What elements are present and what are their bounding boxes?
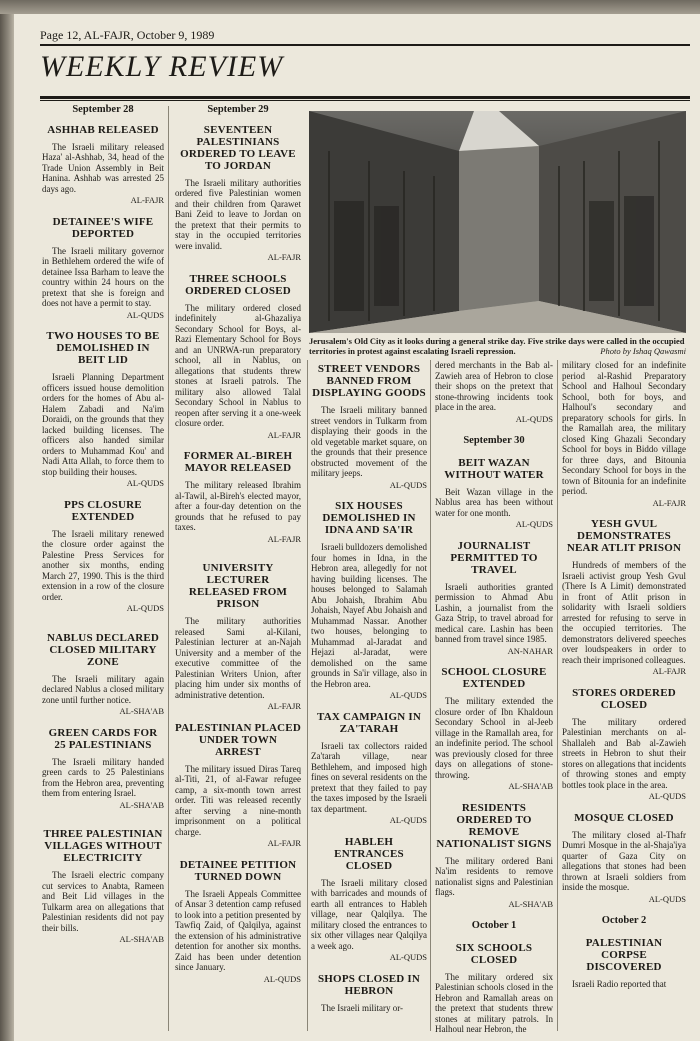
source-credit: AL-QUDS (126, 603, 164, 613)
news-item (175, 273, 301, 441)
article-body: Israeli Planning Department officers issued house demolition orders for the homes of Abu al-Halem Zabadi and Na'im Doraidi, on the grounds that they lacked building licenses. The officers also handed similar orders to Muhammad Kou' and Nadi Atta Allah, to force them to stop building their houses. (42, 372, 164, 477)
source-credit: AL-QUDS (389, 815, 427, 825)
headline: PALESTINIAN CORPSE DISCOVERED (585, 936, 663, 973)
headline: PALESTINIAN PLACED UNDER TOWN ARREST (175, 721, 301, 758)
source-credit: AL-QUDS (515, 519, 553, 529)
news-item (562, 687, 686, 802)
source-credit: AL-QUDS (263, 973, 301, 984)
column-3 (311, 357, 427, 1013)
date-heading: September 28 (72, 104, 134, 115)
article-body: The Israeli military released Haza' al-Ashhab, 34, head of the Trade Union Assembly in Beit Hanina. Ashhab was arrested 25 days ago. (42, 141, 164, 194)
news-item (175, 450, 301, 544)
section-title: WEEKLY REVIEW (40, 50, 284, 83)
news-item (562, 937, 686, 990)
headline: MOSQUE CLOSED (574, 811, 674, 824)
source-credit: AL-QUDS (515, 413, 553, 424)
photo-credit: Photo by Ishaq Qawasmi (600, 346, 686, 356)
article-body: The military ordered six Palestinian schools closed in the Hebron and Ramallah areas on the pretext that students threw stones at military patrols. In Halhoul near Hebron, the (435, 971, 553, 1034)
caption-text: Jerusalem's Old City as it looks during a general strike day. Five strike days were called in the occupied territories in protest against escalating Israeli repression. (309, 336, 685, 356)
article-body: The Israeli military handed green cards to 25 Palestinians from the Hebron area, preventing them from entering Israel. (42, 756, 164, 798)
column-divider (168, 106, 169, 1031)
strike-photo (309, 111, 686, 333)
source-credit: AL-SHA'AB (119, 934, 164, 944)
headline: TAX CAMPAIGN IN ZA'TARAH (316, 710, 422, 735)
headline: SHOPS CLOSED IN HEBRON (317, 972, 421, 997)
news-item (175, 859, 301, 985)
page-header (40, 28, 690, 42)
news-item (311, 711, 427, 826)
news-item (311, 836, 427, 963)
headline: PPS CLOSURE EXTENDED (64, 498, 142, 523)
column-2 (175, 103, 301, 986)
article-body: The Israeli military again declared Nablus a closed military zone until further notice. (42, 673, 164, 705)
headline: SIX HOUSES DEMOLISHED IN IDNA AND SA'IR (322, 500, 416, 536)
column-divider (430, 360, 431, 1031)
source-credit: AL-SHA'AB (119, 799, 164, 810)
source-credit: AL-QUDS (648, 791, 686, 801)
date-heading: September 30 (463, 435, 525, 446)
news-item (42, 727, 164, 811)
page-top-edge (0, 0, 700, 14)
headline: SIX SCHOOLS CLOSED (455, 941, 533, 966)
date-heading: October 2 (601, 915, 647, 926)
source-credit: AL-QUDS (389, 952, 427, 962)
article-body: Israeli bulldozers demolished four homes in Idna, in the Hebron area, allegedly for not having building licenses. The houses belonged to Salamah Abu Johaish, Ibrahim Abu Johaish, Nayef Abu Johaish and Muhammad Nassar. Another two houses, belonging to Muhammad al-Jaradat and Hejazi al-Jaradat, were demolished on the same grounds in Sa'ir village, also in the Hebron area. (311, 542, 427, 689)
headline: STORES ORDERED CLOSED (572, 686, 676, 711)
source-credit: AL-QUDS (126, 309, 164, 320)
source-credit: AL-QUDS (126, 478, 164, 488)
news-item (175, 562, 301, 712)
news-item (42, 330, 164, 489)
news-item (175, 722, 301, 849)
headline: GREEN CARDS FOR 25 PALESTINIANS (48, 726, 158, 751)
news-item (42, 632, 164, 717)
headline: DETAINEE'S WIFE DEPORTED (52, 215, 154, 240)
article-body: Israeli authorities granted permission to Ahmad Abu Lashin, a journalist from the Gaza Strip, to travel abroad for medical care. Lashin has been banned from travel since 1985. (435, 581, 553, 644)
source-credit: AL-FAJR (267, 838, 301, 848)
headline: FORMER AL-BIREH MAYOR RELEASED (183, 450, 293, 474)
source-credit: AL-QUDS (389, 690, 427, 700)
article-body: The military issued Diras Tareq al-Titi, 21, of al-Fawar refugee camp, a six-month town arrest order. Titi was released recently after serving a nine-month imprisonment on a political charge. (175, 763, 301, 837)
article-body: The military authorities released Sami al-Kilani, Palestinian lecturer at an-Najah University and a member of the executive committee of the Palestinian Writers Union, after placing him under six months of administrative detention. (175, 616, 301, 700)
source-credit: AL-FAJR (130, 195, 164, 205)
news-item (562, 518, 686, 677)
news-item (42, 124, 164, 206)
headline: JOURNALIST PERMITTED TO TRAVEL (450, 539, 538, 576)
news-item (435, 457, 553, 530)
header-rule (40, 44, 690, 46)
headline: SEVENTEEN PALESTINIANS ORDERED TO LEAVE TO JORDAN (180, 123, 296, 172)
source-credit: AL-FAJR (267, 429, 301, 440)
headline: TWO HOUSES TO BE DEMOLISHED IN BEIT LID (46, 330, 160, 366)
article-body: The military ordered Bani Na'im residents to remove nationalist signs and Palestinian flags. (435, 855, 553, 897)
photo-caption (309, 336, 686, 356)
headline: RESIDENTS ORDERED TO REMOVE NATIONALIST SIGNS (436, 801, 552, 850)
news-item (42, 216, 164, 321)
article-body: Israeli tax collectors raided Za'tarah village, near Bethlehem, and imposed high fines on several residents on the pretext that they failed to pay the taxes imposed by the Israeli tax department. (311, 740, 427, 814)
headline: ASHHAB RELEASED (47, 123, 159, 136)
column-4 (435, 360, 553, 1035)
headline: SCHOOL CLOSURE EXTENDED (441, 666, 547, 690)
article-body: The Israeli military closed with barricades and mounds of earth all entrances to Hableh village, near Qalqilya. The military closed the entrances to six other villages near Qalqilya a week ago. (311, 877, 427, 951)
source-credit: AL-FAJR (267, 252, 301, 262)
column-divider (307, 360, 308, 1031)
article-body: The Israeli military renewed the closure order against the Palestine Press Services for another six months, ending March 27, 1990. This is the third extension in a row of the closure order. (42, 528, 164, 602)
article-body: The military released Ibrahim al-Tawil, al-Bireh's elected mayor, after a four-day detention on the grounds that he refused to pay taxes. (175, 480, 301, 532)
news-item (175, 124, 301, 263)
column-1 (42, 103, 164, 947)
news-item (562, 812, 686, 905)
headline: BEIT WAZAN WITHOUT WATER (444, 456, 544, 481)
title-rule-thick (40, 96, 690, 99)
article-body: The Israeli military authorities ordered five Palestinian women and their children from Qarawet Bani Zeid to leave to Jordan on the pretext that their permits to stay in the occupied territories were invalid. (175, 177, 301, 251)
article-body: The military ordered closed indefinitely al-Ghazaliya Secondary School for Boys, al-Razi Elementary School for Boys and an UNRWA-run preparatory school, all in Nablus, on allegations that students threw stones at Israeli patrols. The military also allowed Talal Secondary School in Nablus to reopen after serving it a one-week closure order. (175, 302, 301, 428)
source-credit: AL-FAJR (652, 497, 686, 508)
article-body: Beit Wazan village in the Nablus area has been without water for one month. (435, 486, 553, 518)
article-body: dered merchants in the Bab al-Zawieh area of Hebron to close their shops on the pretext that stone-throwing incidents took place in the area. (435, 360, 553, 412)
article-body: Israeli Radio reported that (572, 978, 667, 989)
headline: YESH GVUL DEMONSTRATES NEAR ATLIT PRISON (566, 518, 682, 554)
binding-spine (0, 0, 14, 1041)
article-body: The military closed al-Thafr Dumri Mosque in the al-Shaja'iya quarter of Gaza City on allegations that stones had been thrown at Israeli soldiers from inside the mosque. (562, 829, 686, 892)
source-credit: AL-SHA'AB (508, 898, 553, 909)
article-body: The military extended the closure order of Ibn Khaldoun Secondary School in al-Jeeb village in the Ramallah area, for an indefinite period. The school was previously closed for three days on allegations of stone-throwing. (435, 696, 553, 780)
title-rule-thin (40, 100, 690, 101)
news-item (42, 828, 164, 945)
source-credit: AN-NAHAR (507, 645, 553, 656)
old-city-street-image (309, 111, 686, 333)
source-credit: AL-SHA'AB (508, 781, 553, 791)
article-body: Hundreds of members of the Israeli activist group Yesh Gvul (There Is A Limit) demonstrated in front of Atlit prison in solidarity with Israeli soldiers arrested for refusing to serve in the occupied territories. The demonstrators delivered speeches over loudspeakers in order to reach their imprisoned colleagues. (562, 560, 686, 665)
folio-line: Page 12, AL-FAJR, October 9, 1989 (40, 28, 215, 42)
headline: THREE PALESTINIAN VILLAGES WITHOUT ELECTRICITY (43, 828, 163, 864)
date-heading: September 29 (207, 104, 269, 115)
news-item (311, 973, 427, 1014)
news-item (311, 363, 427, 490)
news-item (435, 540, 553, 657)
article-body: The Israeli military or- (321, 1002, 404, 1013)
article-body: military closed for an indefinite period al-Rashid Preparatory School and Halhoul Secondary School, both for boys, and Halhoul's secondary and preparatory schools for girls. In the Ramallah area, the military closed King Ghazali Secondary School for boys in Biddo village for three days, and Bitounia Secondary School for boys in the town of Bitounia for an indefinite period. (562, 360, 686, 496)
news-item (435, 666, 553, 792)
news-item (435, 802, 553, 910)
source-credit: AL-QUDS (648, 893, 686, 904)
column-divider (557, 360, 558, 1031)
headline: UNIVERSITY LECTURER RELEASED FROM PRISON (188, 562, 288, 610)
article-body: The military ordered Palestinian merchants on al-Shallaleh and Bab al-Zawieh streets in Hebron to shut their stores on allegations that incidents of throwing stones and empty bottles took place in the area. (562, 716, 686, 790)
date-heading: October 1 (471, 920, 517, 931)
article-body: The Israeli Appeals Committee of Ansar 3 detention camp refused to look into a petition presented by Tawfiq Zaid, of Qalqilya, against the extension of his administrative detention for another six months. Zaid has been under detention since January. (175, 888, 301, 972)
news-item (435, 942, 553, 1035)
headline: HABLEH ENTRANCES CLOSED (334, 835, 404, 872)
article-body: The Israeli military governor in Bethlehem ordered the wife of detainee Issa Barham to leave the country within 24 hours on the pretext that she is foreign and does not have a permit to stay. (42, 245, 164, 308)
article-body: The Israeli military banned street vendors in Tulkarm from displaying their goods in the old vegetable market square, on the grounds that their presence obstructed movement of the military jeeps. (311, 405, 427, 478)
source-credit: AL-FAJR (267, 533, 301, 544)
column-5 (562, 360, 686, 989)
article-body: The Israeli electric company cut services to Anabta, Rameen and Beit Lid villages in the Tulkarm area on allegations that Palestinian residents did not pay their bills. (42, 870, 164, 933)
source-credit: AL-QUDS (389, 479, 427, 490)
news-item (311, 500, 427, 701)
headline: DETAINEE PETITION TURNED DOWN (179, 858, 297, 883)
headline: NABLUS DECLARED CLOSED MILITARY ZONE (46, 631, 160, 668)
headline: STREET VENDORS BANNED FROM DISPLAYING GOODS (312, 363, 426, 399)
source-credit: AL-SHA'AB (119, 706, 164, 716)
news-item (42, 499, 164, 614)
source-credit: AL-FAJR (652, 666, 686, 676)
headline: THREE SCHOOLS ORDERED CLOSED (185, 272, 291, 297)
source-credit: AL-FAJR (267, 701, 301, 711)
